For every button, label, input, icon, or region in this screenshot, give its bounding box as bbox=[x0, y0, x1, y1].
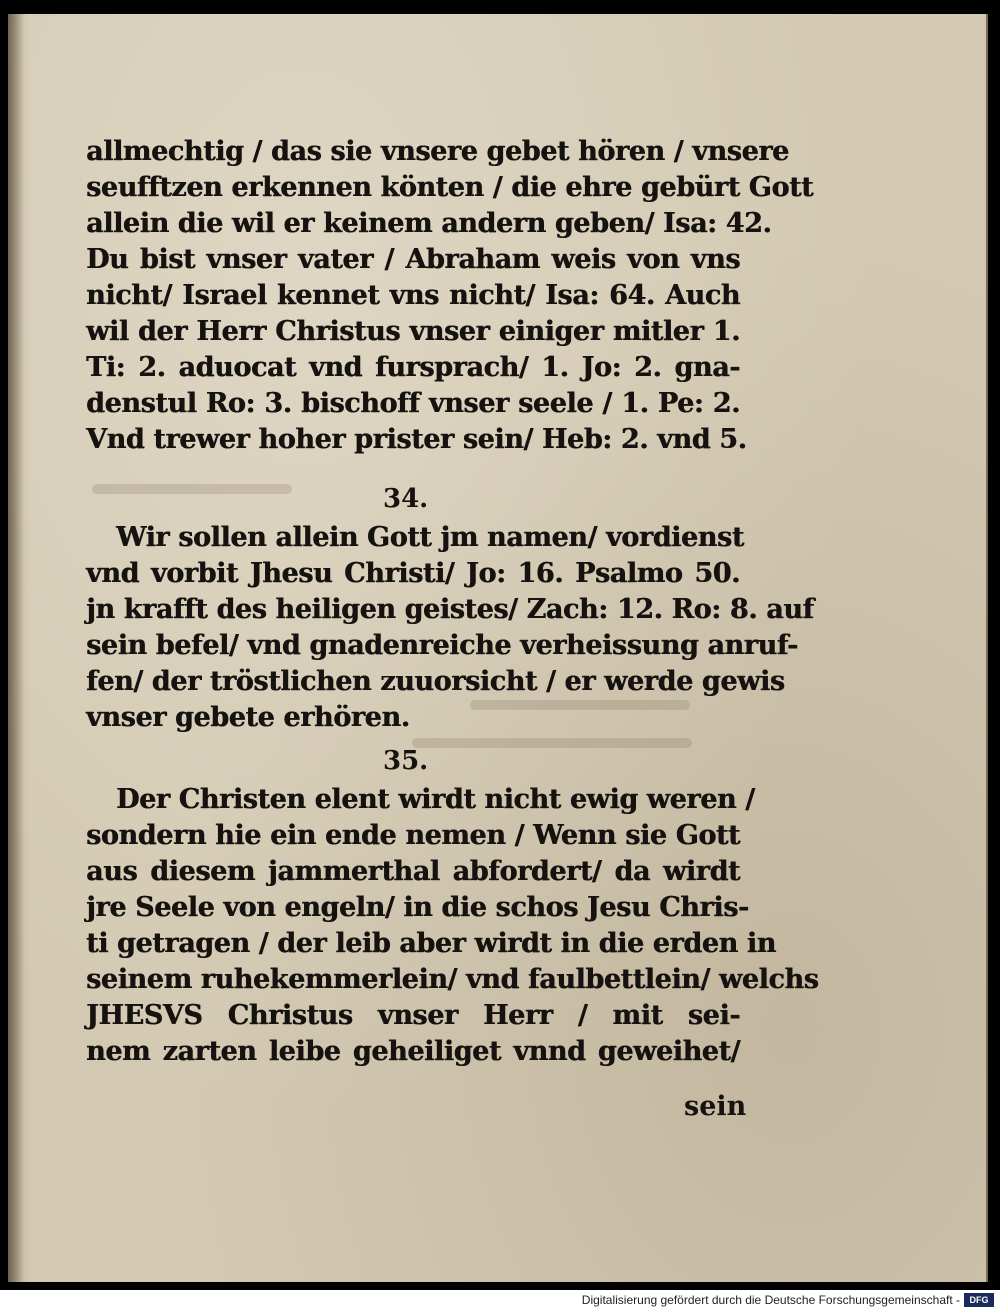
text-line: Wir sollen allein Gott jm namen/ vordienst bbox=[116, 522, 744, 553]
text-line: JHESVS Christus vnser Herr / mit sei- bbox=[86, 1000, 740, 1031]
text-line: jn krafft des heiligen geistes/ Zach: 12. Ro: 8. auf bbox=[86, 594, 814, 625]
text-line: allmechtig / das sie vnsere gebet hören / vnsere bbox=[86, 136, 789, 167]
bleed-through-mark bbox=[412, 738, 692, 748]
funding-credit: Digitalisierung gefördert durch die Deutsche Forschungsgemeinschaft - bbox=[581, 1293, 960, 1307]
text-line: ti getragen / der leib aber wirdt in die erden in bbox=[86, 928, 776, 959]
text-line: wil der Herr Christus vnser einiger mitler 1. bbox=[86, 316, 740, 347]
text-line: sein befel/ vnd gnadenreiche verheissung anruf- bbox=[86, 630, 798, 661]
text-line: seinem ruhekemmerlein/ vnd faulbettlein/ welchs bbox=[86, 964, 819, 995]
text-line: Vnd trewer hoher prister sein/ Heb: 2. vnd 5. bbox=[86, 424, 747, 455]
text-line: nem zarten leibe geheiliget vnnd geweihet/ bbox=[86, 1036, 740, 1067]
section-number: 35. bbox=[383, 746, 429, 776]
text-line: vnser gebete erhören. bbox=[86, 702, 410, 733]
text-line: denstul Ro: 3. bischoff vnser seele / 1. Pe: 2. bbox=[86, 388, 740, 419]
text-line: fen/ der tröstlichen zuuorsicht / er werde gewis bbox=[86, 666, 785, 697]
digitization-footer bbox=[0, 1290, 1000, 1311]
dfg-logo-icon: DFG bbox=[964, 1293, 994, 1307]
text-line: Ti: 2. aduocat vnd fursprach/ 1. Jo: 2. gna- bbox=[86, 352, 740, 383]
text-line: vnd vorbit Jhesu Christi/ Jo: 16. Psalmo 50. bbox=[86, 558, 740, 589]
text-line: sondern hie ein ende nemen / Wenn sie Gott bbox=[86, 820, 740, 851]
text-line: aus diesem jammerthal abfordert/ da wirdt bbox=[86, 856, 740, 887]
text-line: nicht/ Israel kennet vns nicht/ Isa: 64. Auch bbox=[86, 280, 740, 311]
catchword: sein bbox=[684, 1091, 747, 1122]
text-line: jre Seele von engeln/ in die schos Jesu Chris- bbox=[86, 892, 749, 923]
text-line: allein die wil er keinem andern geben/ Isa: 42. bbox=[86, 208, 772, 239]
section-number: 34. bbox=[383, 484, 429, 514]
text-line: seufftzen erkennen könten / die ehre gebürt Gott bbox=[86, 172, 814, 203]
text-line: Der Christen elent wirdt nicht ewig weren / bbox=[116, 784, 755, 815]
text-line: Du bist vnser vater / Abraham weis von vns bbox=[86, 244, 740, 275]
bleed-through-mark bbox=[92, 484, 292, 494]
